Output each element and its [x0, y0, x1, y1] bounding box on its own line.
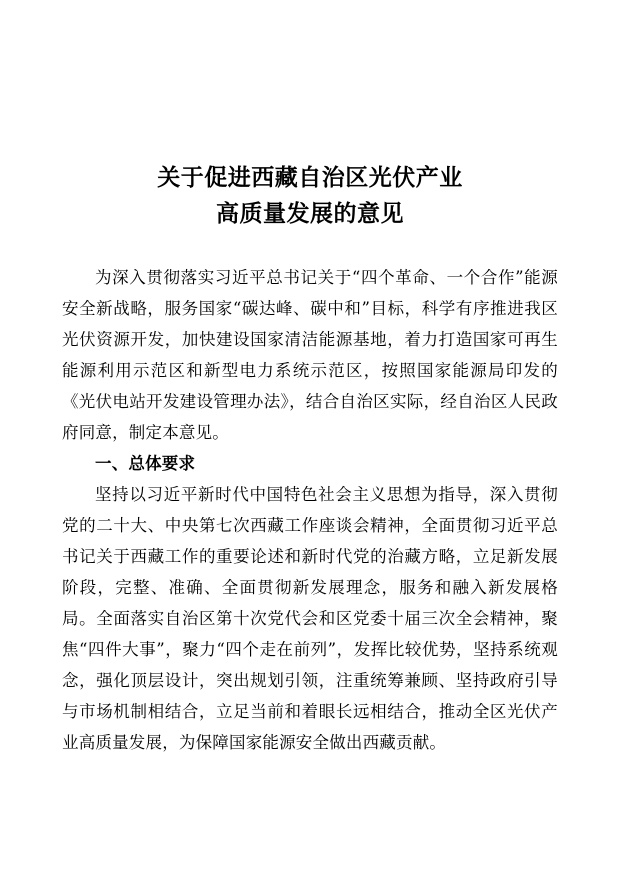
page-title-line-1: 关于促进西藏自治区光伏产业 [157, 164, 463, 191]
page-title [62, 0, 558, 232]
document-body [62, 262, 558, 758]
section-heading: 一、总体要求 [95, 454, 196, 473]
body-paragraph: 坚持以习近平新时代中国特色社会主义思想为指导，深入贯彻党的二十大、中央第七次西藏工作座谈会精神，全面贯彻习近平总书记关于西藏工作的重要论述和新时代党的治藏方略，立足新发展阶段，完整、准确、全面贯彻新发展理念，服务和融入新发展格局。全面落实自治区第十次党代会和区党委十届三次全会精神，聚焦“四件大事”，聚力“四个走在前列”，发挥比较优势，坚持系统观念，强化顶层设计，突出规划引领，注重统筹兼顾、坚持政府引导与市场机制相结合，立足当前和着眼长远相结合，推动全区光伏产业高质量发展，为保障国家能源安全做出西藏贡献。 [62, 485, 558, 752]
page-title-line-2: 高质量发展的意见 [216, 200, 404, 227]
body-paragraph: 为深入贯彻落实习近平总书记关于“四个革命、一个合作”能源安全新战略，服务国家“碳达峰、碳中和”目标，科学有序推进我区光伏资源开发，加快建设国家清洁能源基地，着力打造国家可再生能源利用示范区和新型电力系统示范区，按照国家能源局印发的《光伏电站开发建设管理办法》，结合自治区实际，经自治区人民政府同意，制定本意见。 [62, 268, 558, 442]
